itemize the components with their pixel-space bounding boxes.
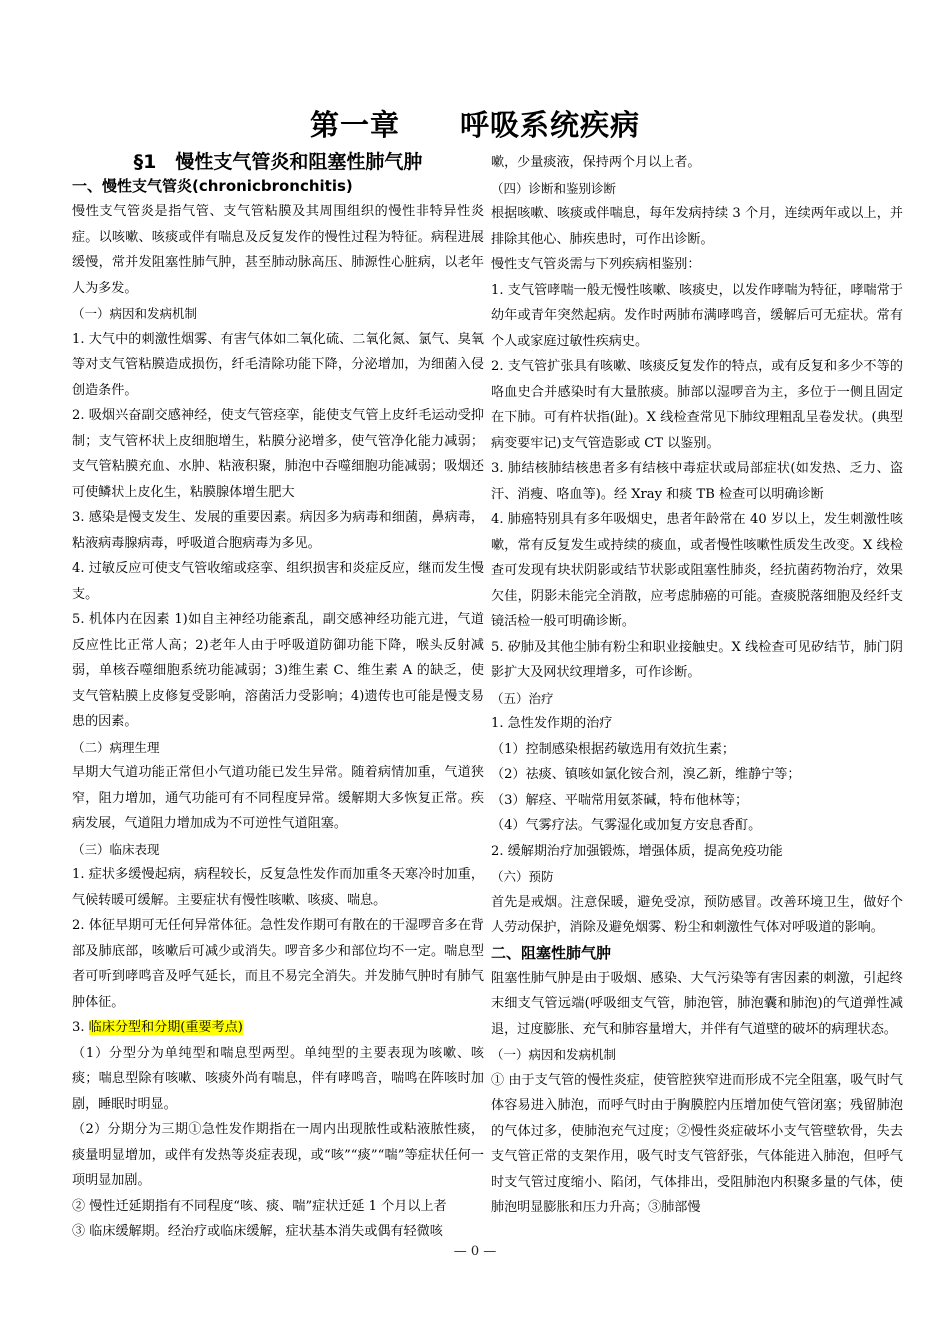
heading-chronic-bronchitis: 一、慢性支气管炎(chronicbronchitis) <box>72 177 353 195</box>
paragraph: 2. 吸烟兴奋副交感神经，使支气管痉挛，能使支气管上皮纤毛运动受抑制；支气管杯状上皮细胞增生，粘膜分泌增多，使气管净化能力减弱；支气管粘膜充血、水肿、粘液积聚，肺泡中吞噬细胞功能减弱；吸烟还可使鳞状上皮化生，粘膜腺体增生肥大 <box>72 408 484 500</box>
page-number: — 0 — <box>453 1244 497 1259</box>
paragraph: 首先是戒烟。注意保暖，避免受凉，预防感冒。改善环境卫生，做好个人劳动保护，消除及避免烟雾、粉尘和刺激性气体对呼吸道的影响。 <box>491 894 903 935</box>
paragraph: 3. 肺结核肺结核患者多有结核中毒症状或局部症状(如发热、乏力、盗汗、消瘦、咯血等)。经 Xray 和痰 TB 检查可以明确诊断 <box>491 461 903 502</box>
heading-emphysema: 二、阻塞性肺气肿 <box>491 943 612 962</box>
subheading-treatment: （五）治疗 <box>491 690 554 706</box>
paragraph-key-point <box>72 1015 484 1041</box>
paragraph: 1. 急性发作期的治疗 <box>491 716 613 731</box>
right-column <box>491 150 903 1221</box>
paragraph: 2. 缓解期治疗加强锻炼，增强体质，提高免疫功能 <box>491 843 783 859</box>
paragraph: （2）分期分为三期①急性发作期指在一周内出现脓性或粘液脓性痰，痰量明显增加，或伴有发热等炎症表现，或“咳”“痰”“喘”等症状任何一项明显加剧。 <box>72 1122 484 1188</box>
left-column <box>72 150 484 1245</box>
paragraph: 1. 大气中的刺激性烟雾、有害气体如二氧化硫、二氧化氮、氯气、臭氧等对支气管粘膜造成损伤，纤毛清除功能下降，分泌增加，为细菌入侵创造条件。 <box>72 331 484 398</box>
paragraph: 根据咳嗽、咳痰或伴喘息，每年发病持续 3 个月，连续两年或以上，并排除其他心、肺疾患时，可作出诊断。 <box>491 206 903 247</box>
paragraph: 2. 支气管扩张具有咳嗽、咳痰反复发作的特点，或有反复和多少不等的咯血史合并感染时有大量脓痰。肺部以湿啰音为主，多位于一侧且固定在下肺。可有杵状指(趾)。X 线检查常见下肺纹理粗乱呈卷发状。(典型病变要牢记)支气管造影或 CT 以鉴别。 <box>491 359 903 451</box>
paragraph: 慢性支气管炎是指气管、支气管粘膜及其周围组织的慢性非特异性炎症。以咳嗽、咳痰或伴有喘息及反复发作的慢性过程为特征。病程进展缓慢，常并发阻塞性肺气肿，甚至肺动脉高压、肺源性心脏病，以老年人为多发。 <box>72 204 484 296</box>
subheading-diagnosis: （四）诊断和鉴别诊断 <box>491 180 617 196</box>
paragraph: 5. 矽肺及其他尘肺有粉尘和职业接触史。X 线检查可见矽结节，肺门阴影扩大及网状纹理增多，可作诊断。 <box>491 639 903 680</box>
paragraph: 1. 支气管哮喘一般无慢性咳嗽、咳痰史，以发作哮喘为特征，哮喘常于幼年或青年突然起病。发作时两肺布满哮鸣音，缓解后可无症状。常有个人或家庭过敏性疾病史。 <box>491 282 903 349</box>
paragraph: 3. 感染是慢支发生、发展的重要因素。病因多为病毒和细菌，鼻病毒，粘液病毒腺病毒，呼吸道合胞病毒为多见。 <box>72 510 484 551</box>
subheading-prevention: （六）预防 <box>491 869 554 884</box>
paragraph: ③ 临床缓解期。经治疗或临床缓解，症状基本消失或偶有轻微咳 <box>72 1224 443 1239</box>
paragraph: 1. 症状多缓慢起病，病程较长，反复急性发作而加重冬天寒冷时加重，气候转暖可缓解。主要症状有慢性咳嗽、咳痰、喘息。 <box>72 867 484 908</box>
subheading-clinical: （三）临床表现 <box>72 841 160 857</box>
paragraph: 嗽，少量痰液，保持两个月以上者。 <box>491 155 701 170</box>
paragraph: 阻塞性肺气肿是由于吸烟、感染、大气污染等有害因素的刺激，引起终末细支气管远端(呼吸细支气管，肺泡管，肺泡囊和肺泡)的气道弹性减退，过度膨胀、充气和肺容量增大，并伴有气道壁的破坏的病理状态。 <box>491 970 903 1037</box>
paragraph: （2）祛痰、镇咳如氯化铵合剂，溴乙新，维静宁等； <box>491 767 801 782</box>
paragraph: （1）分型分为单纯型和喘息型两型。单纯型的主要表现为咳嗽、咳痰；喘息型除有咳嗽、咳痰外尚有喘息，伴有哮鸣音，喘鸣在阵咳时加剧，睡眠时明显。 <box>72 1045 484 1112</box>
subheading-etiology: （一）病因和发病机制 <box>491 1047 617 1062</box>
item-number: 3. <box>72 1020 89 1035</box>
paragraph: 2. 体征早期可无任何异常体征。急性发作期可有散在的干湿啰音多在背部及肺底部，咳嗽后可减少或消失。啰音多少和部位均不一定。喘息型者可听到哮鸣音及呼气延长，而且不易完全消失。并发肺气肿时有肺气肿体征。 <box>72 918 484 1010</box>
subheading-etiology: （一）病因和发病机制 <box>72 306 198 321</box>
paragraph: （1）控制感染根据药敏选用有效抗生素； <box>491 741 736 757</box>
section-title: §1 慢性支气管炎和阻塞性肺气肿 <box>133 151 423 173</box>
paragraph: （4）气雾疗法。气雾湿化或加复方安息香酊。 <box>491 818 762 833</box>
paragraph: （3）解痉、平喘常用氨茶碱，特布他林等； <box>491 792 749 808</box>
paragraph: ① 由于支气管的慢性炎症，使管腔狭窄进而形成不完全阻塞，吸气时气体容易进入肺泡，而呼气时由于胸膜腔内压增加使气管闭塞；残留肺泡的气体过多，使肺泡充气过度；②慢性炎症破坏小支气管壁软骨，失去支气管正常的支架作用，吸气时支气管舒张，气体能进入肺泡，但呼气时支气管过度缩小、陷闭，气体排出，受阻肺泡内积聚多量的气体，使肺泡明显膨胀和压力升高；③肺部慢 <box>491 1072 903 1215</box>
paragraph: 5. 机体内在因素 1)如自主神经功能紊乱，副交感神经功能亢进，气道反应性比正常人高；2)老年人由于呼吸道防御功能下降，喉头反射减弱，单核吞噬细胞系统功能减弱；3)维生素 C、维生素 A 的缺乏，使支气管粘膜上皮修复受影响，溶菌活力受影响；4)遗传也可能是慢支易患的因素。 <box>72 612 484 729</box>
paragraph: 早期大气道功能正常但小气道功能已发生异常。随着病情加重，气道狭窄，阻力增加，通气功能可有不同程度异常。缓解期大多恢复正常。疾病发展，气道阻力增加成为不可逆性气道阻塞。 <box>72 765 484 831</box>
paragraph: 4. 过敏反应可使支气管收缩或痉挛、组织损害和炎症反应，继而发生慢支。 <box>72 561 484 602</box>
paragraph: ② 慢性迁延期指有不同程度“咳、痰、喘”症状迁延 1 个月以上者 <box>72 1198 447 1214</box>
paragraph: 慢性支气管炎需与下列疾病相鉴别： <box>491 257 701 272</box>
subheading-pathophysiology: （二）病理生理 <box>72 739 160 755</box>
highlighted-text: 临床分型和分期(重要考点) <box>88 1020 243 1035</box>
paragraph: 4. 肺癌特别具有多年吸烟史，患者年龄常在 40 岁以上，发生刺激性咳嗽，常有反复发生或持续的痰血，或者慢性咳嗽性质发生改变。X 线检查可发现有块状阴影或结节状影或阻塞性肺炎，经抗菌药物治疗，效果欠佳，阴影未能完全消散，应考虑肺癌的可能。查痰脱落细胞及经纤支镜活检一般可明确诊断。 <box>491 512 903 629</box>
chapter-title: 第一章 呼吸系统疾病 <box>309 108 640 142</box>
